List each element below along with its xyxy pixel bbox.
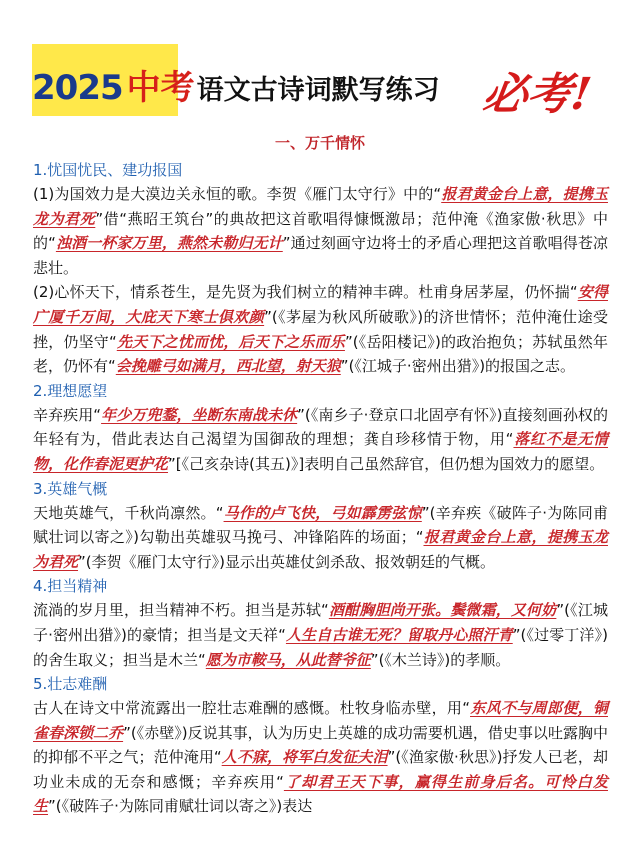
quote-answer: 人生自古谁无死？留取丹心照汗青 — [285, 625, 513, 644]
paragraph-text: ”(《江城子·密州出猎》)的豪情；担当是文天祥“ — [33, 601, 608, 644]
title-zhongkao: 中考 — [126, 68, 195, 108]
category-heading: 3.英雄气概 — [33, 479, 108, 498]
title-year: 2025 — [32, 68, 123, 108]
paragraph-text: (1)为国效力是大漠边关永恒的歌。李贺《雁门太守行》中的“ — [33, 185, 442, 203]
quote-answer: 落红不是无情物，化作春泥更护花 — [33, 430, 608, 473]
quote-answer: 安得广厦千万间，大庇天下寒士俱欢颜 — [33, 283, 608, 326]
paragraph-text: 流淌的岁月里，担当精神不朽。担当是苏轼“ — [33, 601, 329, 620]
paragraph-text: 天地英雄气，千秋尚凛然。“ — [33, 503, 224, 522]
paragraph-text: (2)心怀天下，情系苍生，是先贤为我们树立的精神丰碑。杜甫身居茅屋，仍怀揣“ — [33, 283, 578, 302]
paragraph-text: ”(《木兰诗》)的孝顺。 — [370, 650, 511, 669]
paragraph-text: 辛弃疾用“ — [33, 405, 102, 424]
quote-answer: 报君黄金台上意，提携玉龙为君死 — [33, 185, 608, 228]
quote-answer: 先天下之忧而忧，后天下之乐而乐 — [116, 332, 345, 351]
paragraph-text: ”(辛弃疾《破阵子·为陈同甫赋壮词以寄之》)勾勒出英雄驭马挽弓、冲锋陷阵的场面；“ — [33, 503, 608, 547]
content-body — [33, 158, 608, 819]
must-test-stamp: 必考! — [479, 69, 595, 120]
paragraph-text: ”(《渔家傲·秋思》)抒发人已老，却功业未成的无奈和感慨；辛弃疾用“ — [33, 748, 608, 791]
quote-answer: 了却君王天下事，赢得生前身后名。可怜白发生 — [33, 772, 608, 816]
quote-answer: 浊酒一杯家万里，燕然未勒归无计 — [55, 234, 283, 253]
quote-answer: 酒酣胸胆尚开张。鬓微霜，又何妨 — [328, 601, 557, 620]
paragraph — [33, 501, 608, 575]
paragraph-text: ”(《茅屋为秋风所破歌》)的济世情怀；范仲淹仕途受挫，仍坚守“ — [33, 307, 608, 351]
paragraph-text: ”借“燕昭王筑台”的典故把这首歌唱得慷慨激昂；范仲淹《渔家傲·秋思》中的“ — [33, 209, 608, 253]
category-heading: 1.忧国忧民、建功报国 — [33, 161, 183, 179]
page-title — [32, 60, 440, 116]
paragraph — [33, 280, 608, 378]
paragraph — [33, 182, 608, 280]
paragraph-text: ”(《南乡子·登京口北固亭有怀》)直接刻画孙权的年轻有为，借此表达自己渴望为国御敌的理想；龚自珍移情于物，用“ — [33, 405, 608, 449]
quote-answer: 会挽雕弓如满月，西北望，射天狼 — [115, 357, 341, 376]
paragraph-text: ”(《破阵子·为陈同甫赋壮词以寄之》)表达 — [48, 797, 313, 816]
quote-answer: 愿为市鞍马，从此替爷征 — [205, 650, 371, 669]
paragraph-text: ”(《赤壁》)反说其事，认为历史上英雄的成功需要机遇，借史事以吐露胸中的抑郁不平之气；范仲淹用“ — [33, 723, 608, 767]
category-heading: 5.壮志难酬 — [33, 675, 108, 694]
paragraph — [33, 403, 608, 477]
section-title: 一、万千情怀 — [274, 134, 365, 152]
quote-answer: 年少万兜鍪，坐断东南战未休 — [101, 405, 298, 424]
paragraph — [33, 696, 608, 819]
paragraph-text: ”(《岳阳楼记》)的政治抱负；苏轼虽然年老，仍怀有“ — [33, 332, 608, 376]
quote-answer: 报君黄金台上意，提携玉龙为君死 — [33, 528, 608, 571]
paragraph-text: ”(《江城子·密州出猎》)的报国之志。 — [340, 357, 576, 376]
paragraph-text: ”通过刻画守边将士的矛盾心理把这首歌唱得苍凉悲壮。 — [33, 234, 608, 277]
paragraph — [33, 598, 608, 672]
category-heading: 4.担当精神 — [33, 577, 108, 596]
paragraph-text: 古人在诗文中常流露出一腔壮志难酬的感慨。杜牧身临赤壁，用“ — [33, 699, 471, 718]
paragraph-text: ”[《己亥杂诗(其五)》]表明自己虽然辞官，但仍想为国效力的愿望。 — [168, 454, 605, 473]
page-header — [0, 0, 640, 132]
quote-answer: 人不寐，将军白发征夫泪 — [221, 748, 388, 767]
quote-answer: 马作的卢飞快，弓如霹雳弦惊 — [223, 503, 422, 522]
quote-answer: 东风不与周郎便，铜雀春深锁二乔 — [33, 699, 608, 742]
title-rest: 语文古诗词默写练习 — [196, 75, 440, 106]
paragraph-text: ”(李贺《雁门太守行》)显示出英雄仗剑杀敌、报效朝廷的气概。 — [78, 552, 495, 571]
category-heading: 2.理想愿望 — [33, 381, 108, 400]
paragraph-text: ”(《过零丁洋》)的舍生取义；担当是木兰“ — [33, 625, 608, 669]
